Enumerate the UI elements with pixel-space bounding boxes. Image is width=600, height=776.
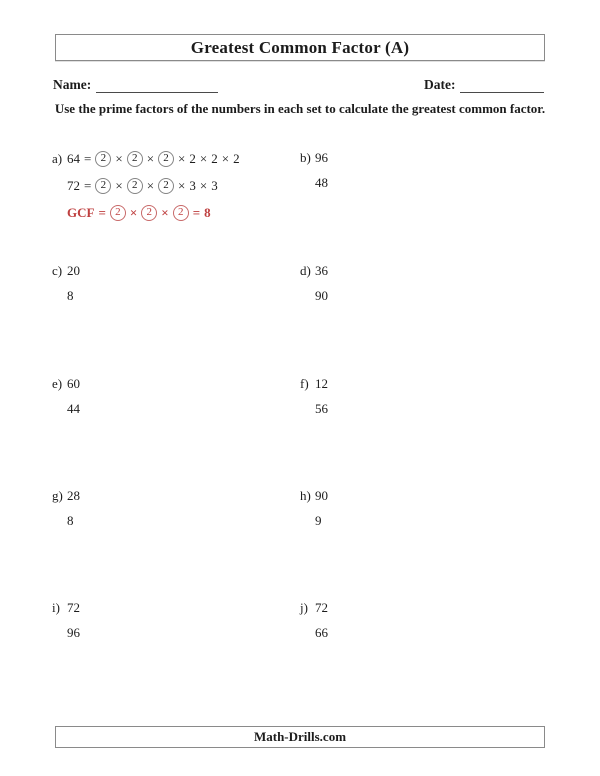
equals-sign: = bbox=[98, 204, 106, 220]
problem-label: d) bbox=[300, 262, 311, 278]
circled-factor: 2 bbox=[173, 205, 189, 221]
times-sign: × bbox=[115, 177, 123, 193]
problem-number-bottom: 90 bbox=[315, 287, 328, 303]
problem-label: g) bbox=[52, 487, 63, 503]
date-blank[interactable] bbox=[460, 77, 544, 93]
problem-label: f) bbox=[300, 375, 309, 391]
equals-sign: = bbox=[84, 150, 92, 166]
problem-f bbox=[300, 371, 328, 421]
problem-number-top: 36 bbox=[315, 262, 328, 278]
circled-factor: 2 bbox=[158, 178, 174, 194]
example-gcf-line bbox=[52, 199, 240, 226]
problem-number-bottom: 8 bbox=[67, 287, 74, 303]
times-sign: × bbox=[129, 204, 138, 220]
circled-factor: 2 bbox=[158, 151, 174, 167]
plain-factor: 3 bbox=[211, 177, 218, 193]
circled-factor: 2 bbox=[95, 151, 111, 167]
footer-box bbox=[55, 726, 545, 748]
problem-d bbox=[300, 258, 328, 308]
name-blank[interactable] bbox=[96, 77, 218, 93]
times-sign: × bbox=[161, 204, 169, 220]
circled-factor: 2 bbox=[95, 178, 111, 194]
example-line-2 bbox=[52, 172, 240, 199]
problem-label: a) bbox=[52, 150, 63, 166]
problem-b bbox=[300, 145, 328, 195]
problem-label: h) bbox=[300, 487, 311, 503]
name-label: Name: bbox=[53, 77, 92, 92]
problem-i bbox=[52, 595, 80, 645]
name-field bbox=[53, 77, 218, 93]
times-sign: × bbox=[199, 177, 208, 193]
problem-label: i) bbox=[52, 599, 60, 615]
date-label: Date: bbox=[424, 77, 456, 92]
problem-a-example bbox=[52, 145, 240, 226]
equals-sign: = bbox=[192, 204, 201, 220]
plain-factor: 2 bbox=[189, 150, 196, 166]
problem-number-top: 90 bbox=[315, 487, 328, 503]
problem-label: b) bbox=[300, 149, 311, 165]
problem-number-top: 72 bbox=[67, 599, 80, 615]
problem-number-top: 28 bbox=[67, 487, 80, 503]
problem-e bbox=[52, 371, 80, 421]
problem-number-bottom: 9 bbox=[315, 512, 322, 528]
problem-number-top: 72 bbox=[315, 599, 328, 615]
times-sign: × bbox=[146, 150, 155, 166]
problem-j bbox=[300, 595, 328, 645]
problem-number-top: 96 bbox=[315, 149, 328, 165]
circled-factor: 2 bbox=[110, 205, 126, 221]
plain-factor: 3 bbox=[189, 177, 196, 193]
problem-number-bottom: 48 bbox=[315, 174, 328, 190]
times-sign: × bbox=[115, 150, 123, 166]
plain-factor: 2 bbox=[233, 150, 240, 166]
example-line-1 bbox=[52, 145, 240, 172]
circled-factor: 2 bbox=[127, 178, 143, 194]
title-box bbox=[55, 34, 545, 61]
times-sign: × bbox=[178, 177, 186, 193]
problem-label: j) bbox=[300, 599, 308, 615]
problem-number-top: 20 bbox=[67, 262, 80, 278]
problem-h bbox=[300, 483, 328, 533]
problem-label: c) bbox=[52, 262, 63, 278]
date-field bbox=[424, 77, 544, 93]
instructions: Use the prime factors of the numbers in each set to calculate the greatest common factor. bbox=[54, 101, 546, 116]
example-number: 64 bbox=[67, 150, 80, 166]
equals-sign: = bbox=[84, 177, 92, 193]
page-title: Greatest Common Factor (A) bbox=[190, 37, 410, 57]
plain-factor: 2 bbox=[211, 150, 218, 166]
problem-c bbox=[52, 258, 80, 308]
problem-number-bottom: 8 bbox=[67, 512, 74, 528]
gcf-label: GCF bbox=[67, 204, 95, 220]
problem-number-bottom: 66 bbox=[315, 624, 328, 640]
footer-site-name: Math-Drills.com bbox=[253, 729, 347, 744]
problem-label: e) bbox=[52, 375, 63, 391]
problem-g bbox=[52, 483, 80, 533]
times-sign: × bbox=[199, 150, 208, 166]
problem-number-top: 60 bbox=[67, 375, 80, 391]
circled-factor: 2 bbox=[127, 151, 143, 167]
example-number: 72 bbox=[67, 177, 80, 193]
problem-number-bottom: 56 bbox=[315, 400, 328, 416]
problem-number-top: 12 bbox=[315, 375, 328, 391]
times-sign: × bbox=[221, 150, 230, 166]
times-sign: × bbox=[178, 150, 186, 166]
gcf-result: 8 bbox=[204, 204, 211, 220]
circled-factor: 2 bbox=[141, 205, 157, 221]
problem-number-bottom: 44 bbox=[67, 400, 80, 416]
times-sign: × bbox=[146, 177, 155, 193]
problem-number-bottom: 96 bbox=[67, 624, 80, 640]
